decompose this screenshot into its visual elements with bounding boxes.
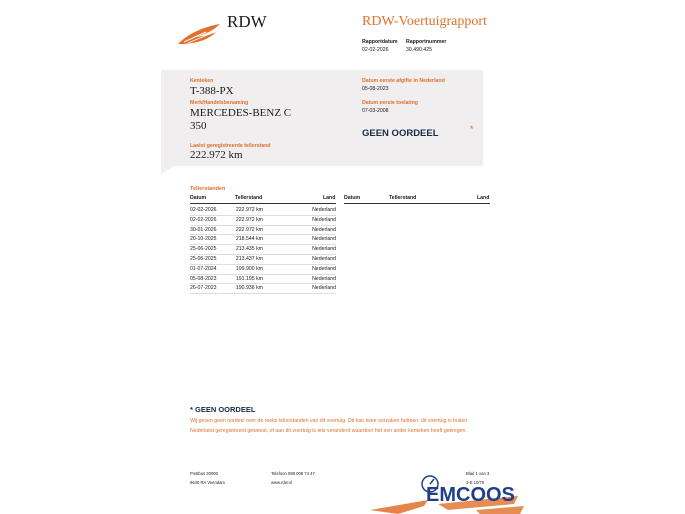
footer-city: 9640 RA Veendam (190, 480, 225, 485)
reading-date: 26-07-2023 (190, 285, 217, 292)
rdw-logo-icon (176, 22, 222, 46)
reading-country: Nederland (312, 285, 336, 292)
report-number: 30.490.425 (406, 47, 432, 53)
col2-km-header: Tellerstand (389, 195, 417, 201)
verdict: GEEN OORDEEL (362, 128, 439, 139)
report-title: RDW-Voertuigrapport (362, 14, 487, 29)
odometer-label: Laatst geregistreerde tellerstand (190, 143, 271, 149)
reading-km: 222.972 km (235, 207, 263, 213)
reading-date: 30-01-2026 (190, 226, 217, 233)
readings-title: Tellerstanden (190, 186, 226, 192)
table-header-rule (190, 203, 336, 204)
reading-date: 20-10-2025 (190, 236, 217, 243)
reading-country: Nederland (312, 226, 336, 233)
report-date: 02-02-2026 (362, 47, 389, 53)
reading-date: 25-06-2025 (190, 246, 217, 253)
first-nl-value: 05-08-2023 (362, 86, 389, 92)
reading-date: 01-07-2024 (190, 265, 217, 272)
reading-date: 25-06-2025 (190, 256, 217, 262)
reading-km: 190.936 km (235, 285, 263, 292)
verdict-asterisk: * (470, 124, 474, 134)
reading-country: Nederland (312, 207, 336, 213)
reading-km: 218.544 km (235, 236, 263, 243)
reading-km: 213.435 km (235, 246, 263, 253)
reading-date: 02-02-2026 (190, 216, 217, 223)
svg-text:EMCOOS: EMCOOS (426, 484, 515, 506)
col-date-header: Datum (190, 195, 207, 201)
report-date-label: Rapportdatum (362, 39, 398, 45)
first-nl-label: Datum eerste afgifte in Nederland (362, 78, 445, 84)
reading-km: 191.195 km (235, 275, 263, 282)
col-country-header: Land (323, 195, 336, 201)
reading-km: 222.972 km (235, 226, 263, 233)
brand-name: RDW (227, 12, 267, 31)
reading-country: Nederland (312, 265, 336, 272)
report-number-label: Rapportnummer (406, 39, 447, 45)
panel-corner (161, 166, 174, 174)
footer-code: 3-E 10/70 (466, 480, 485, 485)
reading-date: 05-08-2023 (190, 275, 217, 282)
make-value-line2: 350 (190, 120, 207, 132)
footer-page: Blad 1 van 3 (466, 471, 490, 476)
col2-country-header: Land (477, 195, 490, 201)
footnote-title: * GEEN OORDEEL (190, 405, 256, 414)
make-label: Merk/Handelsbenaming (190, 100, 249, 106)
col2-date-header: Datum (344, 195, 361, 201)
reading-date: 02-02-2026 (190, 207, 217, 213)
reading-country: Nederland (312, 275, 336, 282)
footer-pobox: Postbus 30000 (190, 471, 218, 476)
footer-web: www.rdw.nl (271, 480, 292, 485)
reading-country: Nederland (312, 236, 336, 243)
footnote-text: Wij geven geen oordeel over de reeks tellerstanden van dit voertuig. Dit kan twee oorzaken hebben: dit voertuig is buiten Nederland geregistreerd geweest, of aan dit voertuig is iets veranderd waardoor het een ander kenteken heeft gekregen. (190, 418, 468, 434)
emcoos-watermark-logo (368, 470, 528, 514)
reading-country: Nederland (312, 246, 336, 253)
first-admission-value: 07-03-2008 (362, 108, 389, 114)
plate-value: T-388-PX (190, 85, 234, 97)
col-km-header: Tellerstand (235, 195, 263, 201)
odometer-value: 222.972 km (190, 149, 243, 161)
table2-header-rule (344, 203, 490, 204)
reading-km: 213.437 km (235, 256, 263, 262)
make-value-line1: MERCEDES-BENZ C (190, 107, 292, 119)
reading-km: 199.900 km (235, 265, 263, 272)
footer-phone: Telefoon 088 008 74 47 (271, 471, 315, 476)
reading-km: 222.972 km (235, 216, 263, 223)
plate-label: Kenteken (190, 78, 214, 84)
table-row (190, 283, 336, 294)
reading-country: Nederland (312, 256, 336, 262)
reading-country: Nederland (312, 216, 336, 223)
first-admission-label: Datum eerste toelating (362, 100, 418, 106)
